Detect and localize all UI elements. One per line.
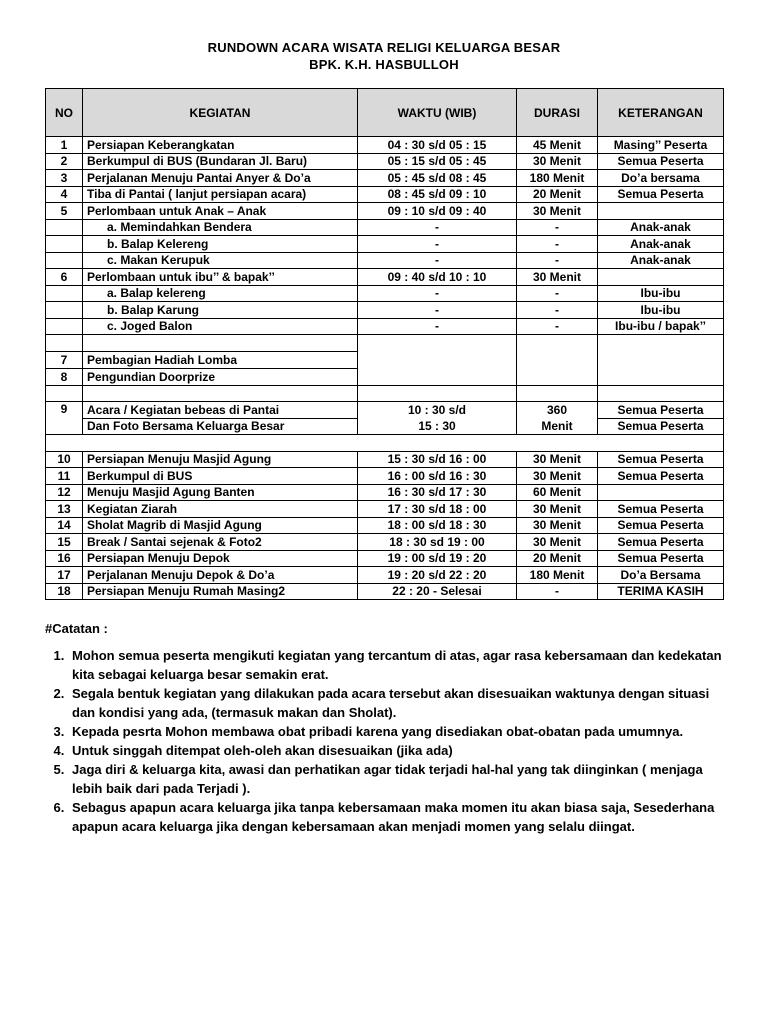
cell-waktu: - <box>358 236 517 253</box>
cell-keterangan: Semua Peserta <box>598 451 724 468</box>
cell-durasi: 60 Menit <box>517 484 598 501</box>
header-kegiatan: KEGIATAN <box>83 89 358 137</box>
cell-durasi <box>517 385 598 402</box>
cell-waktu: - <box>358 318 517 335</box>
cell-keterangan: Semua Peserta <box>598 153 724 170</box>
table-header-row <box>46 89 724 137</box>
cell-durasi: - <box>517 252 598 269</box>
cell-keterangan: Semua Peserta <box>598 402 724 419</box>
cell-kegiatan: Perjalanan Menuju Pantai Anyer & Do’a <box>83 170 358 187</box>
cell-kegiatan: Persiapan Menuju Masjid Agung <box>83 451 358 468</box>
header-waktu: WAKTU (WIB) <box>358 89 517 137</box>
cell-kegiatan: a. Balap kelereng <box>83 285 358 302</box>
note-item: 5. Jaga diri & keluarga kita, awasi dan perhatikan agar tidak terjadi hal-hal yang tak diinginkan ( menjaga lebih baik dari pada Terjadi ). <box>68 760 725 798</box>
cell-kegiatan: Menuju Masjid Agung Banten <box>83 484 358 501</box>
cell-waktu: 18 : 00 s/d 18 : 30 <box>358 517 517 534</box>
cell-durasi: - <box>517 302 598 319</box>
cell-no <box>46 285 83 302</box>
cell-no: 5 <box>46 203 83 220</box>
cell-durasi: 180 Menit <box>517 567 598 584</box>
cell-keterangan <box>598 484 724 501</box>
cell-keterangan: Semua Peserta <box>598 550 724 567</box>
cell-durasi: 30 Menit <box>517 203 598 220</box>
table-row <box>46 501 724 518</box>
cell-kegiatan: Tiba di Pantai ( lanjut persiapan acara) <box>83 186 358 203</box>
table-row <box>46 484 724 501</box>
cell-kegiatan: Acara / Kegiatan bebeas di Pantai <box>83 402 358 419</box>
cell-no: 4 <box>46 186 83 203</box>
note-item: 6. Sebagus apapun acara keluarga jika tanpa kebersamaan maka momen itu akan biasa saja, Sesederhana apapun acara keluarga jika dengan kebersamaan akan menjadi momen yang selalu diingat. <box>68 798 725 836</box>
cell-durasi: - <box>517 219 598 236</box>
cell-keterangan: Masing’’ Peserta <box>598 137 724 154</box>
table-row <box>46 402 724 419</box>
table-row <box>46 203 724 220</box>
cell-waktu: 15 : 30 s/d 16 : 00 <box>358 451 517 468</box>
cell-keterangan: Anak-anak <box>598 236 724 253</box>
notes-section <box>45 619 725 836</box>
cell-waktu: - <box>358 219 517 236</box>
table-row <box>46 285 724 302</box>
table-row <box>46 302 724 319</box>
cell-no: 6 <box>46 269 83 286</box>
cell-no <box>46 318 83 335</box>
table-row <box>46 583 724 600</box>
cell-keterangan: Do’a Bersama <box>598 567 724 584</box>
cell-kegiatan: Berkumpul di BUS (Bundaran Jl. Baru) <box>83 153 358 170</box>
table-row <box>46 137 724 154</box>
cell-durasi: - <box>517 285 598 302</box>
cell-keterangan: Semua Peserta <box>598 418 724 435</box>
table-row <box>46 318 724 335</box>
cell-waktu: 17 : 30 s/d 18 : 00 <box>358 501 517 518</box>
cell-kegiatan: b. Balap Karung <box>83 302 358 319</box>
cell-durasi: - <box>517 583 598 600</box>
cell-kegiatan: Pembagian Hadiah Lomba <box>83 351 358 368</box>
cell-no: 16 <box>46 550 83 567</box>
cell-waktu: 08 : 45 s/d 09 : 10 <box>358 186 517 203</box>
cell-kegiatan: Perlombaan untuk ibu’’ & bapak’’ <box>83 269 358 286</box>
cell-durasi: Menit <box>517 418 598 435</box>
cell-kegiatan: Dan Foto Bersama Keluarga Besar <box>83 418 358 435</box>
table-row <box>46 418 724 435</box>
cell-kegiatan: Sholat Magrib di Masjid Agung <box>83 517 358 534</box>
cell-durasi: 30 Menit <box>517 269 598 286</box>
cell-no: 11 <box>46 468 83 485</box>
cell-no: 17 <box>46 567 83 584</box>
table-row <box>46 468 724 485</box>
cell-keterangan: Ibu-ibu / bapak’’ <box>598 318 724 335</box>
cell-durasi: 30 Menit <box>517 468 598 485</box>
table-gap-row <box>46 435 724 452</box>
cell-kegiatan: Perlombaan untuk Anak – Anak <box>83 203 358 220</box>
table-body-mid <box>46 335 724 452</box>
cell-waktu: 10 : 30 s/d <box>358 402 517 419</box>
cell-kegiatan: Persiapan Keberangkatan <box>83 137 358 154</box>
cell-keterangan: Anak-anak <box>598 252 724 269</box>
cell-no: 15 <box>46 534 83 551</box>
table-spacer <box>46 335 724 352</box>
table-row <box>46 550 724 567</box>
cell-no <box>46 219 83 236</box>
cell-durasi: 30 Menit <box>517 517 598 534</box>
cell-keterangan: Semua Peserta <box>598 534 724 551</box>
cell-no: 14 <box>46 517 83 534</box>
rundown-table <box>45 88 724 600</box>
cell-keterangan: Do’a bersama <box>598 170 724 187</box>
cell-keterangan: Ibu-ibu <box>598 285 724 302</box>
cell-keterangan: TERIMA KASIH <box>598 583 724 600</box>
cell-waktu: - <box>358 302 517 319</box>
cell-durasi: 30 Menit <box>517 153 598 170</box>
cell-kegiatan: Persiapan Menuju Rumah Masing2 <box>83 583 358 600</box>
header-durasi: DURASI <box>517 89 598 137</box>
cell-durasi: - <box>517 318 598 335</box>
table-row <box>46 186 724 203</box>
cell-no: 13 <box>46 501 83 518</box>
cell-durasi: 180 Menit <box>517 170 598 187</box>
table-row <box>46 236 724 253</box>
cell-waktu: 18 : 30 sd 19 : 00 <box>358 534 517 551</box>
cell-durasi: 30 Menit <box>517 451 598 468</box>
cell-keterangan: Ibu-ibu <box>598 302 724 319</box>
cell-durasi: 360 <box>517 402 598 419</box>
cell-no: 9 <box>46 402 83 435</box>
table-row <box>46 385 724 402</box>
cell-durasi: 20 Menit <box>517 550 598 567</box>
note-item: 2. Segala bentuk kegiatan yang dilakukan pada acara tersebut akan disesuaikan waktunya dengan situasi dan kondisi yang ada, (termasuk makan dan Sholat). <box>68 684 725 722</box>
cell-waktu: 22 : 20 - Selesai <box>358 583 517 600</box>
table-row <box>46 252 724 269</box>
cell-no <box>46 236 83 253</box>
table-row <box>46 534 724 551</box>
cell-no: 12 <box>46 484 83 501</box>
notes-heading: #Catatan : <box>45 621 108 636</box>
cell-kegiatan: Break / Santai sejenak & Foto2 <box>83 534 358 551</box>
table-body-b <box>46 451 724 600</box>
cell-keterangan: Anak-anak <box>598 219 724 236</box>
cell-no: 18 <box>46 583 83 600</box>
cell-waktu: 15 : 30 <box>358 418 517 435</box>
cell-no: 8 <box>46 368 83 385</box>
table-row <box>46 219 724 236</box>
header-no: NO <box>46 89 83 137</box>
cell-waktu: 09 : 40 s/d 10 : 10 <box>358 269 517 286</box>
note-item: 3. Kepada pesrta Mohon membawa obat pribadi karena yang disediakan obat-obatan pada umumnya. <box>68 722 725 741</box>
cell-keterangan: Semua Peserta <box>598 517 724 534</box>
cell-kegiatan: Perjalanan Menuju Depok & Do’a <box>83 567 358 584</box>
cell-no: 1 <box>46 137 83 154</box>
cell-no: 3 <box>46 170 83 187</box>
cell-keterangan <box>598 269 724 286</box>
table-body-a <box>46 137 724 335</box>
table-row <box>46 269 724 286</box>
cell-keterangan: Semua Peserta <box>598 468 724 485</box>
cell-durasi: - <box>517 236 598 253</box>
notes-list <box>45 646 725 836</box>
table-row <box>46 170 724 187</box>
document-title: RUNDOWN ACARA WISATA RELIGI KELUARGA BESAR <box>207 40 561 55</box>
cell-waktu: 05 : 45 s/d 08 : 45 <box>358 170 517 187</box>
table-row <box>46 153 724 170</box>
cell-waktu: 09 : 10 s/d 09 : 40 <box>358 203 517 220</box>
cell-kegiatan: b. Balap Kelereng <box>83 236 358 253</box>
table-row <box>46 451 724 468</box>
cell-no: 2 <box>46 153 83 170</box>
cell-waktu: 19 : 20 s/d 22 : 20 <box>358 567 517 584</box>
cell-durasi: 30 Menit <box>517 534 598 551</box>
cell-keterangan <box>598 385 724 402</box>
note-item: 4. Untuk singgah ditempat oleh-oleh akan disesuaikan (jika ada) <box>68 741 725 760</box>
cell-kegiatan: c. Joged Balon <box>83 318 358 335</box>
cell-waktu: 19 : 00 s/d 19 : 20 <box>358 550 517 567</box>
cell-no <box>46 302 83 319</box>
table-row <box>46 567 724 584</box>
cell-kegiatan: a. Memindahkan Bendera <box>83 219 358 236</box>
header-keterangan: KETERANGAN <box>598 89 724 137</box>
cell-waktu: 04 : 30 s/d 05 : 15 <box>358 137 517 154</box>
cell-kegiatan: Kegiatan Ziarah <box>83 501 358 518</box>
cell-no: 10 <box>46 451 83 468</box>
table-row <box>46 517 724 534</box>
cell-durasi: 30 Menit <box>517 501 598 518</box>
cell-kegiatan: Berkumpul di BUS <box>83 468 358 485</box>
note-item: 1. Mohon semua peserta mengikuti kegiatan yang tercantum di atas, agar rasa kebersamaan dan kedekatan kita sebagai keluarga besar semakin erat. <box>68 646 725 684</box>
cell-keterangan: Semua Peserta <box>598 501 724 518</box>
cell-waktu: - <box>358 285 517 302</box>
cell-keterangan: Semua Peserta <box>598 186 724 203</box>
cell-kegiatan: Pengundian Doorprize <box>83 368 358 385</box>
cell-durasi: 45 Menit <box>517 137 598 154</box>
cell-waktu: 16 : 00 s/d 16 : 30 <box>358 468 517 485</box>
document-subtitle: BPK. K.H. HASBULLOH <box>309 57 459 72</box>
cell-kegiatan: Persiapan Menuju Depok <box>83 550 358 567</box>
cell-no: 7 <box>46 351 83 368</box>
cell-kegiatan: c. Makan Kerupuk <box>83 252 358 269</box>
cell-waktu <box>358 385 517 402</box>
cell-keterangan <box>598 203 724 220</box>
cell-waktu: 05 : 15 s/d 05 : 45 <box>358 153 517 170</box>
cell-durasi: 20 Menit <box>517 186 598 203</box>
cell-waktu: - <box>358 252 517 269</box>
cell-waktu: 16 : 30 s/d 17 : 30 <box>358 484 517 501</box>
cell-no <box>46 252 83 269</box>
